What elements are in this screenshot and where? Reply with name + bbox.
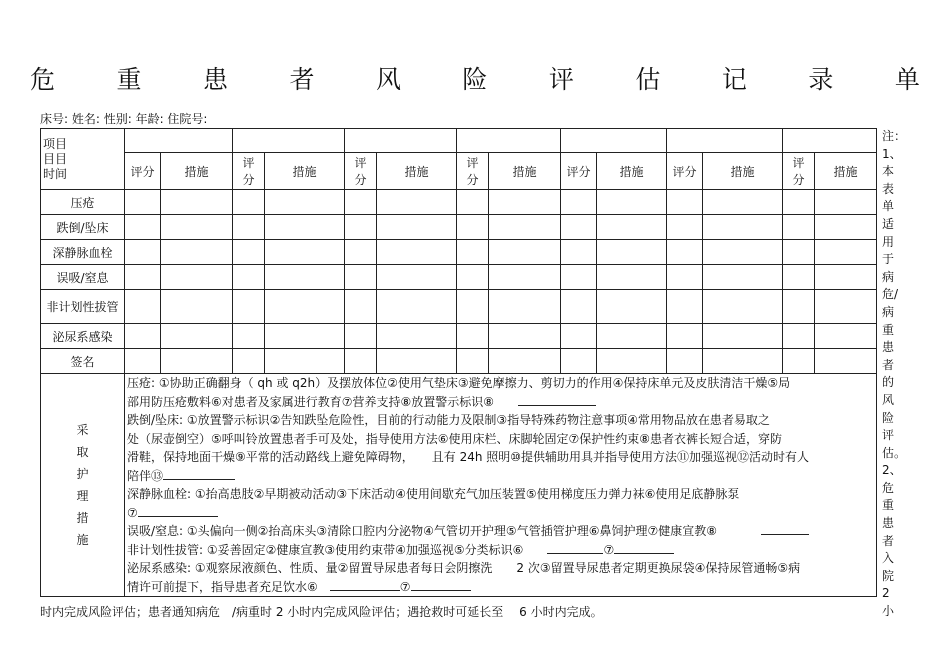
- measure-cell[interactable]: [815, 349, 877, 374]
- measure-cell[interactable]: [377, 240, 457, 265]
- time-slot-cell[interactable]: [233, 129, 345, 153]
- fill-blank[interactable]: [518, 393, 596, 406]
- measure-line: 滑鞋，保持地面干燥⑨平常的活动路线上避免障碍物， 且有 24h 照明⑩提供辅助用具并指导使用方法⑪加强巡视⑫活动时有人: [127, 450, 810, 464]
- risk-item-label: 跌倒/坠床: [41, 215, 125, 240]
- fill-blank[interactable]: [761, 522, 809, 535]
- title-char: 重: [116, 65, 142, 94]
- score-header: 评 分: [233, 153, 265, 190]
- risk-item-label: 泌尿系感染: [41, 324, 125, 349]
- measure-header: 措施: [815, 153, 877, 190]
- title-char: 估: [635, 65, 661, 94]
- score-cell[interactable]: [125, 324, 161, 349]
- notes-continuation: 时内完成风险评估；患者通知病危 /病重时 2 小时内完成风险评估；遇抢救时可延长至 6 小时内完成。: [40, 605, 603, 619]
- measure-line: 部用防压疮敷料⑥对患者及家属进行教育⑦营养支持⑧放置警示标识⑧: [127, 393, 874, 412]
- measure-cell[interactable]: [377, 324, 457, 349]
- measure-cell[interactable]: [489, 290, 561, 324]
- notes-column: 注：1、本表单适用于病危/病重患者的风险评估。2、危重患者入院 2 小: [882, 129, 907, 619]
- measure-cell[interactable]: [815, 215, 877, 240]
- score-cell[interactable]: [457, 349, 489, 374]
- measure-cell[interactable]: [489, 215, 561, 240]
- score-header: 评分: [561, 153, 597, 190]
- patient-info-line: 床号: 姓名: 性别: 年龄: 住院号:: [40, 112, 208, 126]
- score-cell[interactable]: [457, 215, 489, 240]
- measure-cell[interactable]: [265, 290, 345, 324]
- measure-cell[interactable]: [265, 265, 345, 290]
- measure-cell[interactable]: [161, 349, 233, 374]
- risk-row: [41, 324, 877, 349]
- risk-row: [41, 215, 877, 240]
- measure-line: 深静脉血栓: ①抬高患肢②早期被动活动③下床活动④使用间歇充气加压装置⑤使用梯度压力弹力袜⑥使用足底静脉泵: [127, 487, 740, 501]
- score-cell[interactable]: [783, 290, 815, 324]
- measure-cell[interactable]: [703, 349, 783, 374]
- measure-header: 措施: [265, 153, 345, 190]
- score-header: 评 分: [457, 153, 489, 190]
- title-char: 者: [289, 65, 315, 94]
- measure-cell[interactable]: [703, 290, 783, 324]
- time-slot-cell[interactable]: [667, 129, 783, 153]
- fill-blank[interactable]: [547, 541, 603, 554]
- measure-cell[interactable]: [377, 290, 457, 324]
- measure-cell[interactable]: [489, 190, 561, 215]
- measure-cell[interactable]: [703, 324, 783, 349]
- score-cell[interactable]: [457, 190, 489, 215]
- measure-cell[interactable]: [815, 324, 877, 349]
- score-cell[interactable]: [233, 349, 265, 374]
- measure-cell[interactable]: [265, 240, 345, 265]
- measure-cell[interactable]: [161, 290, 233, 324]
- score-cell[interactable]: [667, 215, 703, 240]
- fill-blank[interactable]: [163, 467, 235, 480]
- measure-header: 措施: [703, 153, 783, 190]
- measure-cell[interactable]: [703, 215, 783, 240]
- measure-cell[interactable]: [377, 215, 457, 240]
- score-cell[interactable]: [667, 190, 703, 215]
- score-cell[interactable]: [667, 265, 703, 290]
- score-cell[interactable]: [457, 265, 489, 290]
- measure-cell[interactable]: [597, 290, 667, 324]
- score-cell[interactable]: [783, 215, 815, 240]
- score-cell[interactable]: [345, 240, 377, 265]
- measure-header: 措施: [597, 153, 667, 190]
- time-slot-cell[interactable]: [561, 129, 667, 153]
- score-cell[interactable]: [457, 290, 489, 324]
- measure-cell[interactable]: [489, 349, 561, 374]
- score-cell[interactable]: [125, 240, 161, 265]
- measure-cell[interactable]: [815, 290, 877, 324]
- score-cell[interactable]: [233, 265, 265, 290]
- score-cell[interactable]: [783, 240, 815, 265]
- score-cell[interactable]: [345, 190, 377, 215]
- measure-cell[interactable]: [597, 190, 667, 215]
- fill-blank[interactable]: [614, 541, 674, 554]
- measures-row: [41, 374, 877, 597]
- score-cell[interactable]: [457, 324, 489, 349]
- score-cell[interactable]: [125, 265, 161, 290]
- title-char: 录: [808, 65, 834, 94]
- risk-row: [41, 265, 877, 290]
- score-cell[interactable]: [667, 290, 703, 324]
- measures-label: 采 取 护 理 措 施: [41, 374, 125, 597]
- time-slot-cell[interactable]: [783, 129, 877, 153]
- score-cell[interactable]: [345, 265, 377, 290]
- fill-blank[interactable]: [138, 504, 218, 517]
- title-char: 记: [721, 65, 747, 94]
- measure-cell[interactable]: [597, 324, 667, 349]
- score-cell[interactable]: [345, 215, 377, 240]
- score-cell[interactable]: [561, 324, 597, 349]
- measure-line: 泌尿系感染: ①观察尿液颜色、性质、量②留置导尿患者每日会阴擦洗 2 次③留置导尿患者定期更换尿袋④保持尿管通畅⑤病: [127, 561, 801, 575]
- risk-row: [41, 349, 877, 374]
- measure-cell[interactable]: [377, 190, 457, 215]
- score-cell[interactable]: [125, 190, 161, 215]
- score-cell[interactable]: [667, 349, 703, 374]
- measures-content: [125, 374, 877, 597]
- measure-cell[interactable]: [703, 265, 783, 290]
- measure-cell[interactable]: [815, 240, 877, 265]
- score-cell[interactable]: [345, 349, 377, 374]
- score-cell[interactable]: [561, 290, 597, 324]
- measure-cell[interactable]: [703, 190, 783, 215]
- measure-cell[interactable]: [265, 324, 345, 349]
- measure-cell[interactable]: [703, 240, 783, 265]
- score-cell[interactable]: [561, 349, 597, 374]
- measure-cell[interactable]: [161, 324, 233, 349]
- risk-item-label: 压疮: [41, 190, 125, 215]
- score-cell[interactable]: [667, 324, 703, 349]
- score-cell[interactable]: [667, 240, 703, 265]
- measure-cell[interactable]: [161, 240, 233, 265]
- measure-line: 跌倒/坠床: ①放置警示标识②告知跌坠危险性，目前的行动能力及限制③指导特殊药物注意事项④常用物品放在患者易取之: [127, 413, 770, 427]
- measure-line: 处（尿壶倒空）⑤呼叫铃放置患者手可及处，指导使用方法⑥使用床栏、床脚轮固定⑦保护性约束⑧患者衣裤长短合适，穿防: [127, 431, 783, 446]
- score-cell[interactable]: [345, 290, 377, 324]
- measure-cell[interactable]: [161, 190, 233, 215]
- time-slot-cell[interactable]: [125, 129, 233, 153]
- title-char: 风: [375, 65, 401, 94]
- measure-line: 压疮: ①协助正确翻身（ qh 或 q2h）及摆放体位②使用气垫床③避免摩擦力、剪切力的作用④保持床单元及皮肤清洁干燥⑤局: [127, 376, 791, 390]
- time-slot-cell[interactable]: [457, 129, 561, 153]
- measure-cell[interactable]: [597, 215, 667, 240]
- measure-cell[interactable]: [489, 240, 561, 265]
- risk-item-label: 误吸/窒息: [41, 265, 125, 290]
- score-cell[interactable]: [783, 190, 815, 215]
- title-char: 单: [894, 65, 920, 94]
- risk-item-label: 深静脉血栓: [41, 240, 125, 265]
- page-title: [30, 60, 920, 96]
- score-cell[interactable]: [233, 324, 265, 349]
- risk-item-label: 签名: [41, 349, 125, 374]
- measure-header: 措施: [161, 153, 233, 190]
- measure-line: 陪伴⑬: [127, 467, 874, 486]
- risk-item-label: 非计划性拔管: [41, 290, 125, 324]
- title-char: 患: [202, 65, 228, 94]
- measure-cell[interactable]: [597, 240, 667, 265]
- time-slot-cell[interactable]: [345, 129, 457, 153]
- risk-row: [41, 290, 877, 324]
- measure-header: 措施: [489, 153, 561, 190]
- score-header: 评 分: [345, 153, 377, 190]
- score-cell[interactable]: [561, 215, 597, 240]
- measure-cell[interactable]: [597, 349, 667, 374]
- risk-row: [41, 240, 877, 265]
- header-row-subcolumns: [41, 153, 877, 190]
- measure-line: ⑦: [127, 504, 874, 523]
- score-cell[interactable]: [457, 240, 489, 265]
- score-cell[interactable]: [125, 349, 161, 374]
- title-char: 危: [30, 65, 56, 94]
- score-cell[interactable]: [561, 190, 597, 215]
- score-cell[interactable]: [561, 240, 597, 265]
- measure-cell[interactable]: [489, 265, 561, 290]
- score-cell[interactable]: [125, 290, 161, 324]
- measure-cell[interactable]: [815, 190, 877, 215]
- fill-blank[interactable]: [411, 578, 471, 591]
- measure-header: 措施: [377, 153, 457, 190]
- header-item-time-cell: [41, 129, 125, 190]
- score-cell[interactable]: [783, 265, 815, 290]
- score-cell[interactable]: [345, 324, 377, 349]
- title-char: 险: [462, 65, 488, 94]
- score-cell[interactable]: [233, 215, 265, 240]
- score-cell[interactable]: [233, 190, 265, 215]
- measure-cell[interactable]: [489, 324, 561, 349]
- score-cell[interactable]: [125, 215, 161, 240]
- score-cell[interactable]: [233, 290, 265, 324]
- header-row-time: [41, 129, 877, 153]
- measure-line: 情许可前提下，指导患者充足饮水⑥ ⑦: [127, 578, 874, 597]
- fill-blank[interactable]: [330, 578, 400, 591]
- score-cell[interactable]: [783, 324, 815, 349]
- score-cell[interactable]: [561, 265, 597, 290]
- measure-cell[interactable]: [161, 265, 233, 290]
- measure-cell[interactable]: [265, 349, 345, 374]
- measure-line: 非计划性拔管: ①妥善固定②健康宣教③使用约束带④加强巡视⑤分类标识⑥ ⑦: [127, 541, 874, 560]
- measure-cell[interactable]: [265, 190, 345, 215]
- header-item-label: 项目 目目 时间: [43, 136, 68, 181]
- score-cell[interactable]: [783, 349, 815, 374]
- measure-cell[interactable]: [597, 265, 667, 290]
- measure-cell[interactable]: [377, 349, 457, 374]
- measure-cell[interactable]: [815, 265, 877, 290]
- risk-assessment-table: [40, 128, 877, 597]
- risk-row: [41, 190, 877, 215]
- measure-line: 误吸/窒息: ①头偏向一侧②抬高床头③清除口腔内分泌物④气管切开护理⑤气管插管护理⑥鼻饲护理⑦健康宣教⑧: [127, 522, 874, 541]
- measure-cell[interactable]: [161, 215, 233, 240]
- title-char: 评: [548, 65, 574, 94]
- score-header: 评 分: [783, 153, 815, 190]
- score-cell[interactable]: [233, 240, 265, 265]
- measure-cell[interactable]: [265, 215, 345, 240]
- measure-cell[interactable]: [377, 265, 457, 290]
- score-header: 评分: [125, 153, 161, 190]
- score-header: 评分: [667, 153, 703, 190]
